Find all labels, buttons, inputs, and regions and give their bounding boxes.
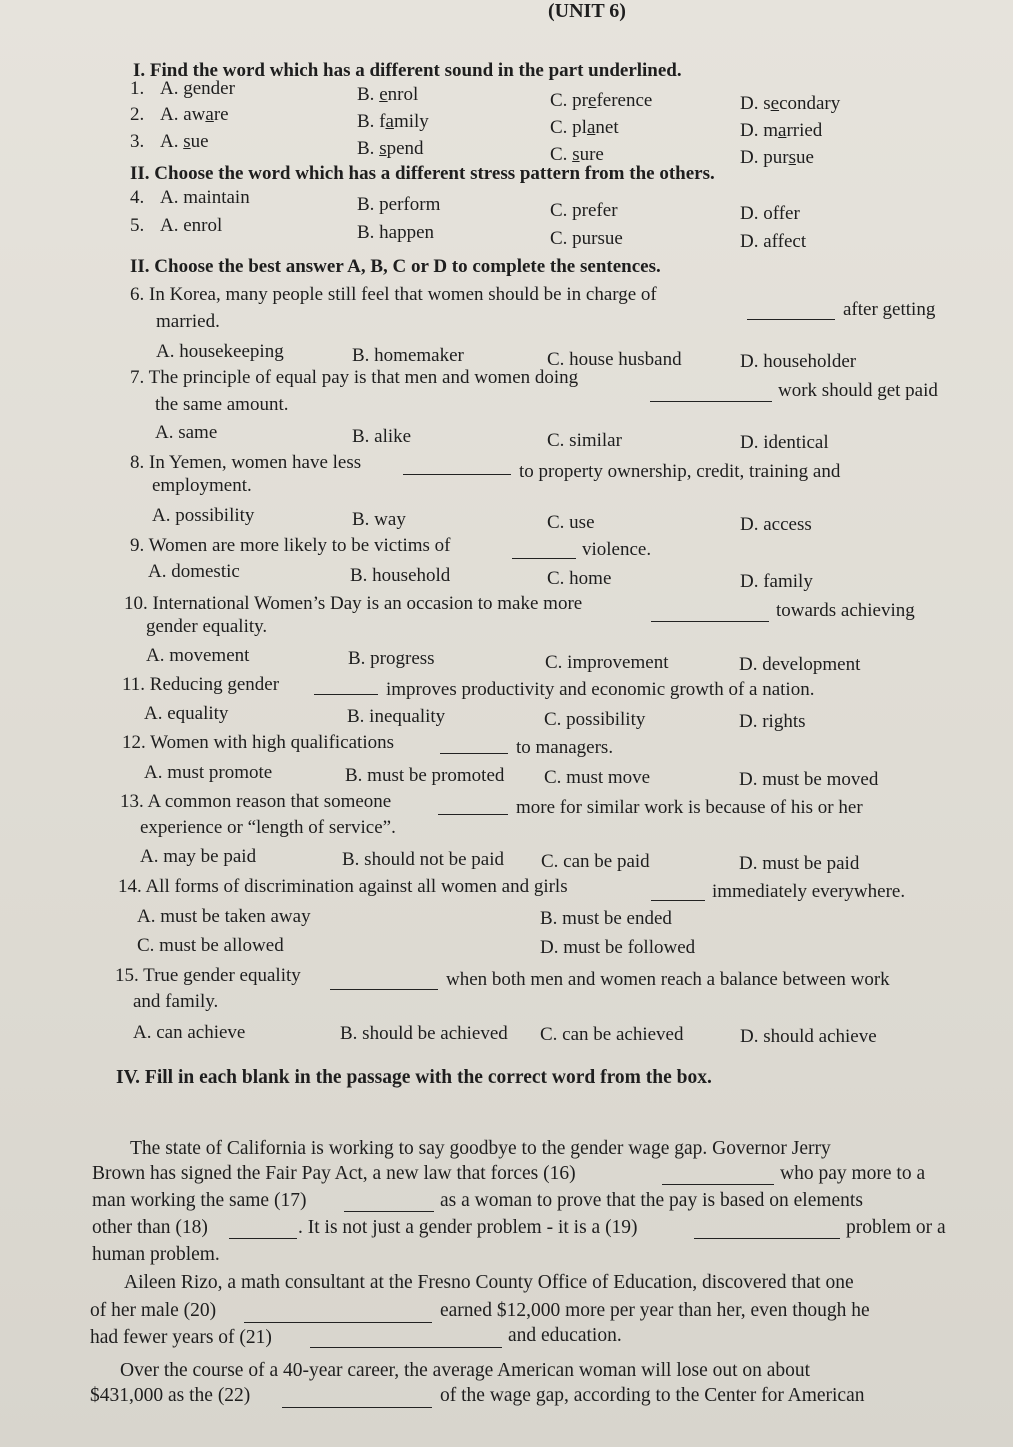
passage-line: had fewer years of (21) [90,1327,272,1348]
option-a: A. must be taken away [137,906,311,927]
passage-line: problem or a [846,1217,946,1238]
passage-line: man working the same (17) [92,1190,307,1211]
option-a: A. may be paid [140,846,257,867]
option-c: C. must move [544,767,651,788]
passage-line: The state of California is working to say goodbye to the gender wage gap. Governor Jerry [130,1138,831,1159]
option-d: D. must be moved [739,769,879,790]
option-a: A. sue [160,131,209,152]
answer-blank-18[interactable] [229,1237,297,1239]
option-b: B. should be achieved [340,1023,508,1044]
option-d: D. development [739,654,861,675]
question-text: 13. A common reason that someone [120,791,392,812]
passage-line: and education. [508,1325,622,1346]
option-a: A. possibility [152,505,255,526]
option-d: D. rights [739,711,806,732]
question-number: 2. [130,104,145,125]
question-number: 3. [130,131,145,152]
option-d: D. must be paid [739,853,860,874]
option-c: C. preference [550,90,653,111]
option-b: B. way [352,509,406,530]
question-text: 14. All forms of discrimination against all women and girls [118,876,568,897]
question-text-cont: employment. [152,475,252,496]
option-d: D. affect [740,231,807,252]
question-text: 7. The principle of equal pay is that men and women doing [130,367,579,388]
option-a: A. housekeeping [156,341,284,362]
option-c: C. must be allowed [137,935,284,956]
passage-line: $431,000 as the (22) [90,1385,251,1406]
question-number: 1. [130,78,145,99]
option-a: A. enrol [160,215,223,236]
passage-line: Aileen Rizo, a math consultant at the Fresno County Office of Education, discovered that one [124,1272,854,1293]
option-d: D. pursue [740,147,814,168]
option-c: C. similar [547,430,622,451]
option-b: B. perform [357,194,441,215]
passage-line: who pay more to a [780,1163,926,1184]
question-text-end: immediately everywhere. [712,881,906,902]
option-c: C. planet [550,117,619,138]
option-c: C. improvement [545,652,669,673]
answer-blank[interactable] [438,813,508,815]
question-text-end: improves productivity and economic growth of a nation. [386,679,815,700]
option-d: D. access [740,514,812,535]
option-c: C. can be paid [541,851,650,872]
question-text-cont: experience or “length of service”. [140,817,396,838]
answer-blank[interactable] [747,318,835,320]
answer-blank-21[interactable] [310,1346,502,1348]
option-d: D. householder [740,351,857,372]
option-d: D. should achieve [740,1026,877,1047]
option-b: B. family [357,111,429,132]
question-text-end: after getting [843,299,936,320]
question-text: 12. Women with high qualifications [122,732,395,753]
option-d: D. must be followed [540,937,696,958]
option-c: C. possibility [544,709,646,730]
section-3-title: II. Choose the best answer A, B, C or D to complete the sentences. [130,256,661,277]
option-a: A. equality [144,703,229,724]
answer-blank-17[interactable] [344,1210,434,1212]
answer-blank[interactable] [314,693,378,695]
section-4-title: IV. Fill in each blank in the passage with the correct word from the box. [116,1067,712,1088]
answer-blank[interactable] [651,899,705,901]
answer-blank-16[interactable] [662,1183,774,1185]
passage-line: human problem. [92,1244,220,1265]
option-d: D. identical [740,432,829,453]
question-text: 8. In Yemen, women have less [130,452,362,473]
question-text-cont: married. [156,311,220,332]
option-a: A. can achieve [133,1022,246,1043]
question-text-end: violence. [582,539,652,560]
option-c: C. pursue [550,228,623,249]
question-text: 10. International Women’s Day is an occasion to make more [124,593,583,614]
option-d: D. family [740,571,813,592]
question-text-end: to managers. [516,737,614,758]
answer-blank[interactable] [650,400,772,402]
option-c: C. home [547,568,612,589]
question-text: 11. Reducing gender [122,674,280,695]
question-text-cont: gender equality. [146,616,268,637]
option-a: A. gender [160,78,235,99]
passage-line: Brown has signed the Fair Pay Act, a new law that forces (16) [92,1163,576,1184]
option-a: A. same [155,422,218,443]
option-b: B. must be promoted [345,765,505,786]
option-b: B. alike [352,426,412,447]
question-number: 5. [130,215,145,236]
option-b: B. must be ended [540,908,672,929]
answer-blank[interactable] [512,557,576,559]
passage-line: of the wage gap, according to the Center for American [440,1385,865,1406]
option-b: B. enrol [357,84,419,105]
option-a: A. aware [160,104,229,125]
question-number: 4. [130,187,145,208]
question-text-end: more for similar work is because of his or her [516,797,863,818]
answer-blank[interactable] [440,752,508,754]
passage-line: other than (18) [92,1217,208,1238]
question-text-end: work should get paid [778,380,938,401]
section-1-title: I. Find the word which has a different sound in the part underlined. [133,60,682,81]
option-d: D. married [740,120,823,141]
question-text-end: towards achieving [776,600,915,621]
option-d: D. secondary [740,93,841,114]
option-a: A. maintain [160,187,250,208]
question-text-end: when both men and women reach a balance between work [446,969,890,990]
answer-blank[interactable] [651,620,769,622]
option-b: B. household [350,565,451,586]
answer-blank[interactable] [330,988,438,990]
passage-line: Over the course of a 40-year career, the average American woman will lose out on about [120,1360,811,1381]
passage-line: earned $12,000 more per year than her, even though he [440,1300,870,1321]
option-b: B. progress [348,648,435,669]
option-a: A. must promote [144,762,273,783]
question-text-end: to property ownership, credit, training and [519,461,841,482]
option-c: C. sure [550,144,604,165]
question-text: 15. True gender equality [115,965,301,986]
option-c: C. can be achieved [540,1024,684,1045]
question-text: 6. In Korea, many people still feel that women should be in charge of [130,284,657,305]
option-c: C. prefer [550,200,618,221]
passage-line: . It is not just a gender problem - it is a (19) [298,1217,638,1238]
passage-line: of her male (20) [90,1300,217,1321]
option-b: B. spend [357,138,424,159]
unit-heading: (UNIT 6) [548,0,626,22]
option-b: B. inequality [347,706,446,727]
section-2-title: II. Choose the word which has a different stress pattern from the others. [130,163,715,184]
option-d: D. offer [740,203,800,224]
answer-blank[interactable] [403,473,511,475]
option-c: C. use [547,512,595,533]
question-text-cont: and family. [133,991,219,1012]
passage-line: as a woman to prove that the pay is based on elements [440,1190,863,1211]
option-a: A. domestic [148,561,240,582]
answer-blank-22[interactable] [282,1406,432,1408]
answer-blank-20[interactable] [244,1321,432,1323]
question-text-cont: the same amount. [155,394,289,415]
question-text: 9. Women are more likely to be victims of [130,535,451,556]
answer-blank-19[interactable] [694,1237,840,1239]
option-b: B. homemaker [352,345,464,366]
option-b: B. should not be paid [342,849,505,870]
option-b: B. happen [357,222,435,243]
option-c: C. house husband [547,349,682,370]
option-a: A. movement [146,645,250,666]
